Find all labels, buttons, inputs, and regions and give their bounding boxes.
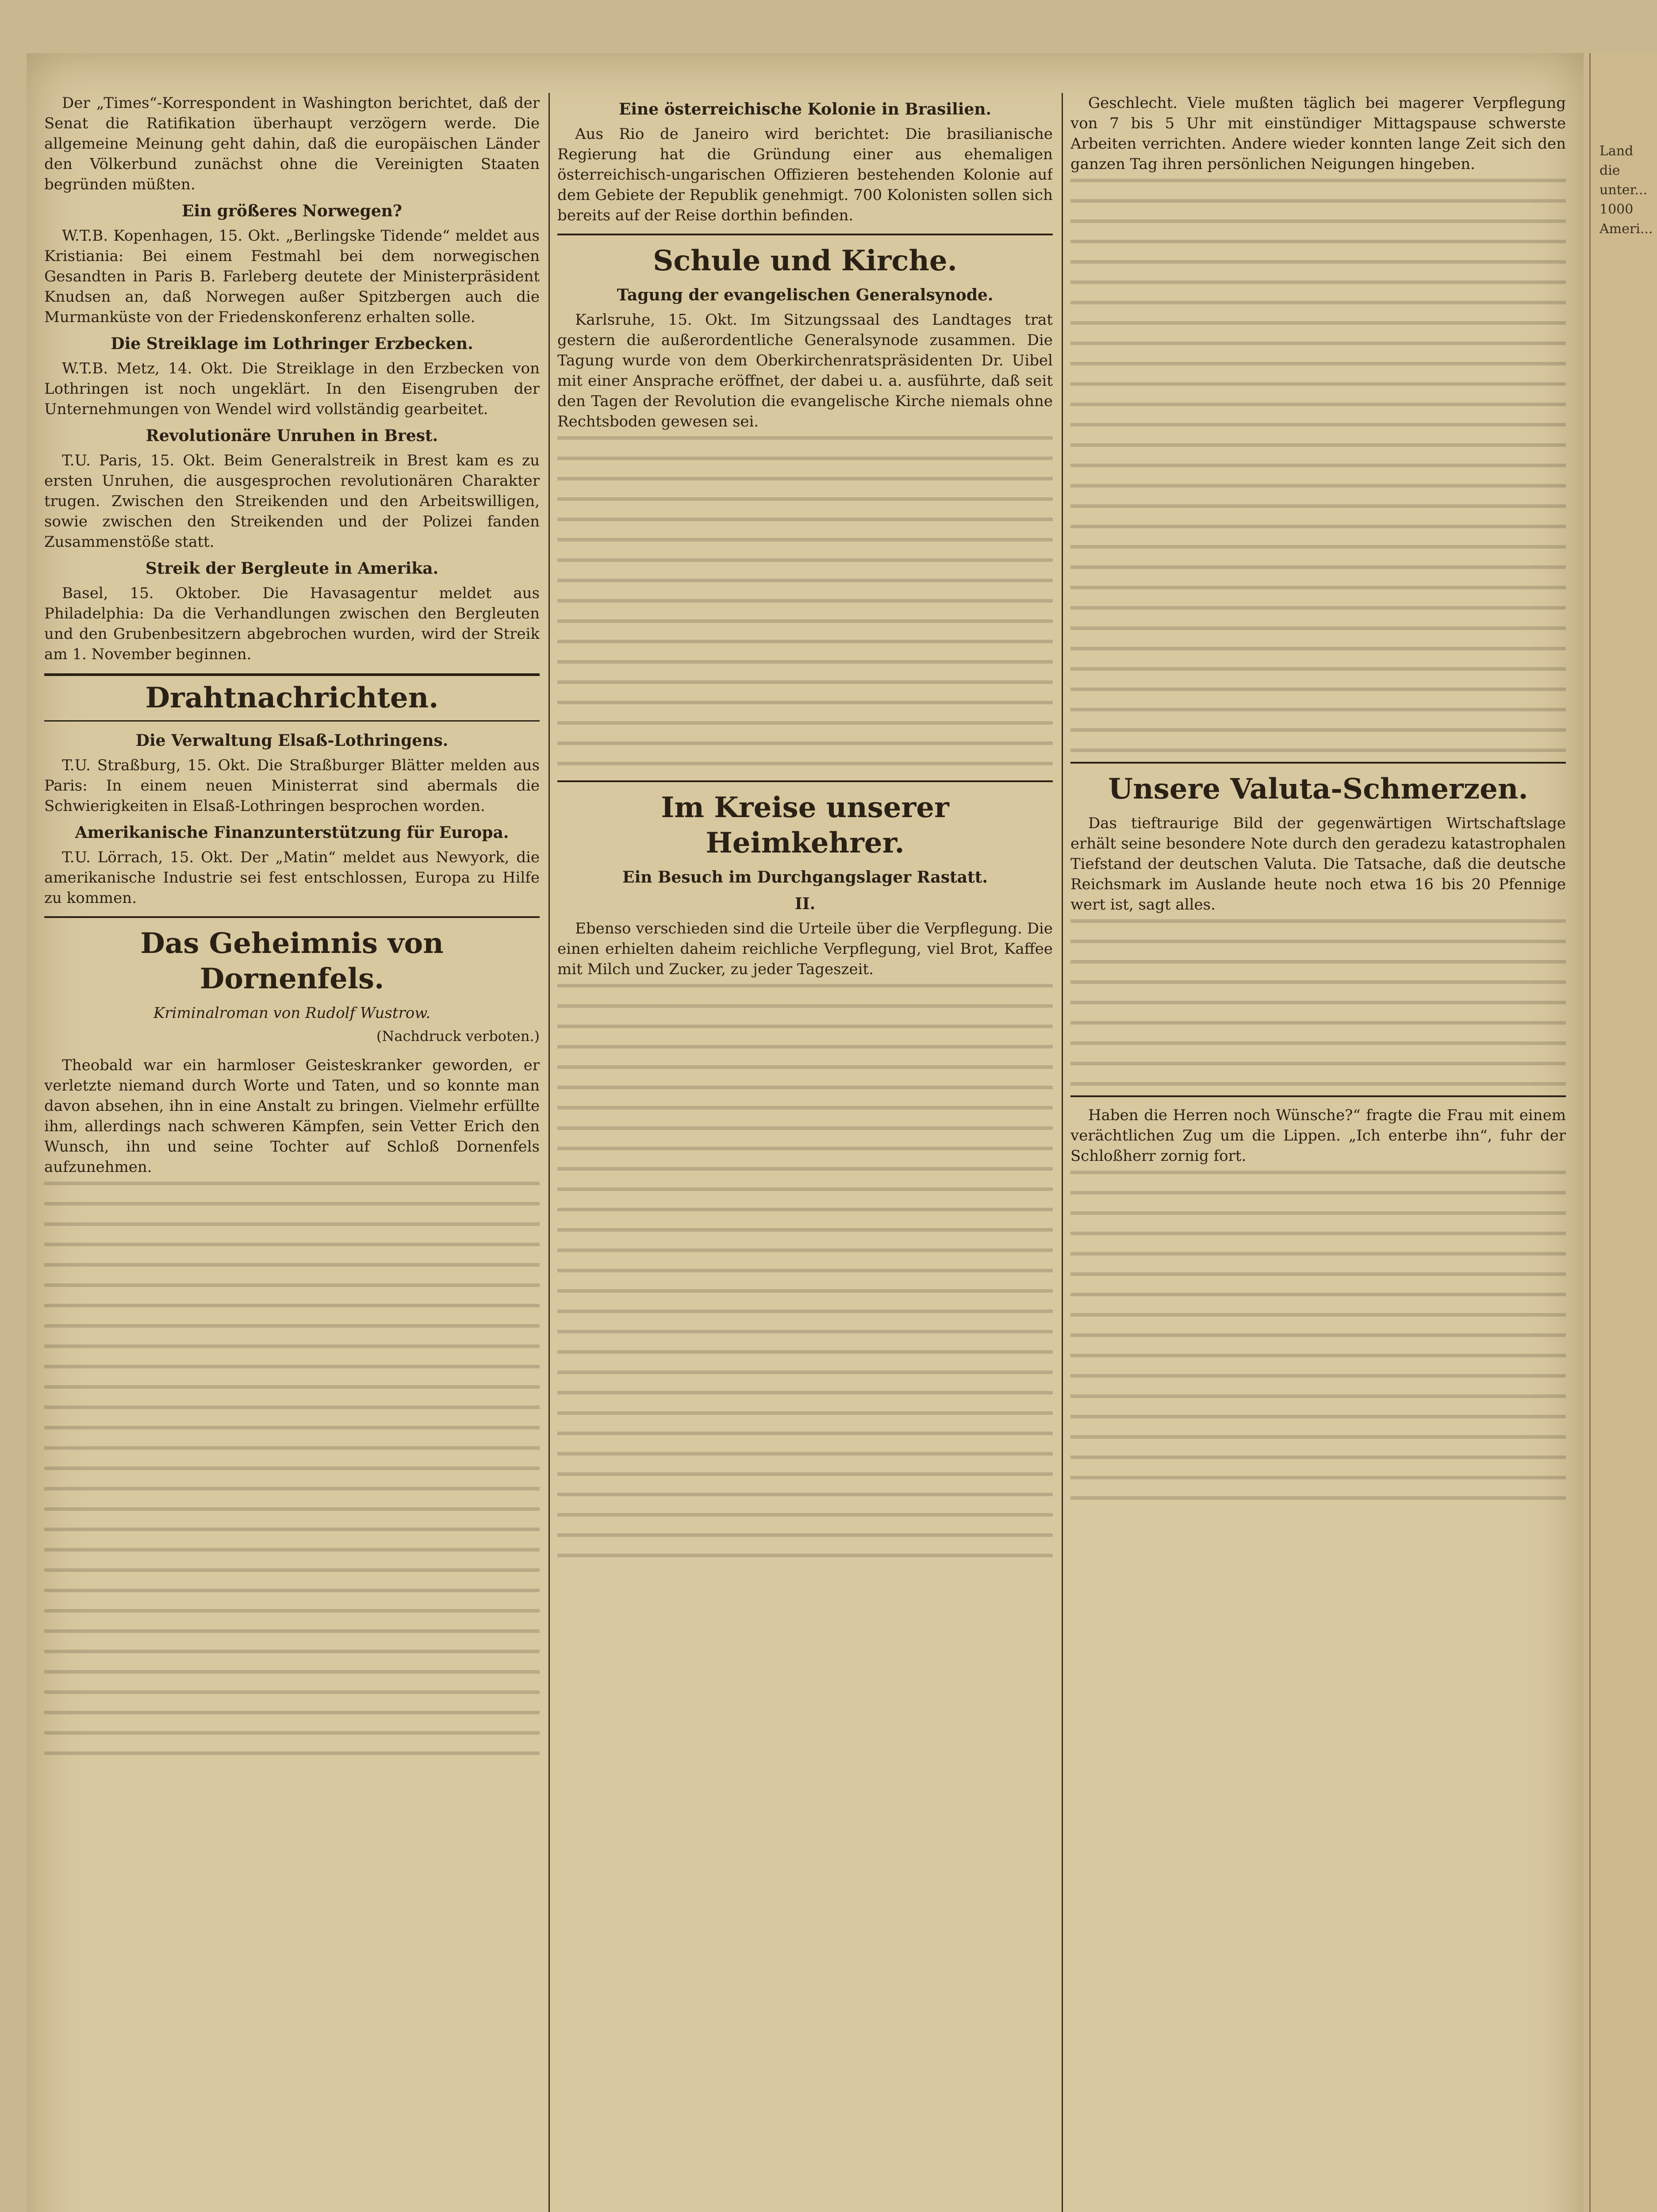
novel-title: Das Geheimnis von Dornenfels. bbox=[140, 927, 444, 995]
colony-article-text: Aus Rio de Janeiro wird berichtet: Die brasilianische Regierung hat die Gründung einer aus ehemaligen österreichisch-ungarischen Offizieren bestehenden Kolonie auf dem Gebiete der Republik genehmigt. 700 Kolonisten sollen sich bereits auf der Reise dorthin befinden. bbox=[557, 125, 1053, 224]
currency-heading: Unsere Valuta-Schmerzen. bbox=[1108, 772, 1528, 806]
adjacent-page-fragment: Land die unter... 1000 Ameri... bbox=[1599, 143, 1653, 237]
finance-article-text: T.U. Lörrach, 15. Okt. Der „Matin“ meldet aus Newyork, die amerikanische Industrie sei fest entschlossen, Europa zu Hilfe zu kommen. bbox=[44, 849, 540, 907]
finance-heading: Amerikanische Finanzunterstützung für Europa. bbox=[75, 823, 509, 842]
novel-text: Theobald war ein harmloser Geisteskranker geworden, er verletzte niemand durch Worte und Taten, und so konnte man davon absehen, ihn in eine Anstalt zu bringen. Vielmehr erfüllte ihm, allerdings nach schweren Kämpfen, sein Vetter Erich den Wunsch, ihn und seine Tochter auf Schloß Dornenfels aufzunehmen. bbox=[44, 1056, 540, 1176]
alsace-article-text: T.U. Straßburg, 15. Okt. Die Straßburger Blätter melden aus Paris: In einem neuen Ministerrat sind abermals die Schwierigkeiten in Elsaß-Lothringen besprochen worden. bbox=[44, 757, 540, 815]
text-block-placeholder bbox=[1070, 1171, 1566, 1507]
camp-article-text: Geschlecht. Viele mußten täglich bei magerer Verpflegung von 7 bis 5 Uhr mit einstündiger Mittagspause schwerste Arbeiten verrichten. Andere wieder konnten lange Zeit sich den ganzen Tag ihren persönlichen Neigungen hingeben. bbox=[1070, 94, 1566, 173]
text-block-placeholder bbox=[557, 436, 1053, 772]
novel-reprint-note: (Nachdruck verboten.) bbox=[376, 1028, 540, 1045]
intro-article-text: Der „Times“-Korrespondent in Washington berichtet, daß der Senat die Ratifikation überhaupt verzögern werde. Die allgemeine Meinung geht dahin, daß die europäischen Länder den Völkerbund zunächst ohne die Vereinigten Staaten begründen müßten. bbox=[44, 94, 540, 193]
column-2 bbox=[557, 93, 1053, 2212]
novel-byline: Kriminalroman von Rudolf Wustrow. bbox=[153, 1004, 431, 1022]
synod-article-text: Karlsruhe, 15. Okt. Im Sitzungssaal des Landtages trat gestern die außerordentliche Generalsynode zusammen. Die Tagung wurde von dem Oberkirchenratspräsidenten Dr. Uibel mit einer Ansprache eröffnet, der dabei u. a. ausführte, daß seit den Tagen der Revolution die evangelische Kirche niemals ohne Rechtsboden gewesen sei. bbox=[557, 311, 1053, 430]
alsace-heading: Die Verwaltung Elsaß-Lothringens. bbox=[135, 731, 449, 750]
text-block-placeholder bbox=[1070, 919, 1566, 1087]
brest-article-text: T.U. Paris, 15. Okt. Beim Generalstreik in Brest kam es zu ersten Unruhen, die ausgesprochen revolutionären Charakter trugen. Zwischen den Streikenden und den Arbeitswilligen, sowie zwischen den Streikenden und der Polizei fanden Zusammenstöße statt. bbox=[44, 452, 540, 551]
lorraine-heading: Die Streiklage im Lothringer Erzbecken. bbox=[111, 334, 473, 353]
homecoming-article-text: Ebenso verschieden sind die Urteile über die Verpflegung. Die einen erhielten daheim reichliche Verpflegung, viel Brot, Kaffee mit Milch und Zucker, zu jeder Tageszeit. bbox=[557, 920, 1053, 978]
norway-heading: Ein größeres Norwegen? bbox=[181, 202, 403, 220]
currency-article-text: Das tieftraurige Bild der gegenwärtigen Wirtschaftslage erhält seine besondere Note durch den geradezu katastrophalen Tiefstand der deutschen Valuta. Die Tatsache, daß die deutsche Reichsmark im Auslande heute noch etwa 16 bis 20 Pfennige wert ist, sagt alles. bbox=[1070, 814, 1566, 914]
colony-heading: Eine österreichische Kolonie in Brasilien. bbox=[618, 100, 992, 119]
miners-heading: Streik der Bergleute in Amerika. bbox=[145, 559, 439, 578]
column-rule bbox=[548, 93, 550, 2212]
section-divider bbox=[1070, 1095, 1566, 1097]
newspaper-page bbox=[27, 53, 1584, 2212]
section-divider bbox=[557, 234, 1053, 235]
homecoming-heading: Im Kreise unserer Heimkehrer. bbox=[661, 791, 949, 860]
brest-heading: Revolutionäre Unruhen in Brest. bbox=[146, 426, 438, 445]
text-block-placeholder bbox=[557, 984, 1053, 1559]
text-block-placeholder bbox=[1070, 179, 1566, 754]
section-divider bbox=[557, 780, 1053, 782]
novel-continuation-text: Haben die Herren noch Wünsche?“ fragte die Frau mit einem verächtlichen Zug um die Lippen. „Ich enterbe ihn“, fuhr der Schloßherr zornig fort. bbox=[1070, 1106, 1566, 1165]
synod-heading: Tagung der evangelischen Generalsynode. bbox=[617, 286, 993, 304]
column-3 bbox=[1070, 93, 1566, 2212]
school-church-heading: Schule und Kirche. bbox=[653, 244, 957, 277]
lorraine-article-text: W.T.B. Metz, 14. Okt. Die Streiklage in den Erzbecken von Lothringen ist noch ungeklärt. In den Eisengruben der Unternehmungen von Wendel wird vollständig gearbeitet. bbox=[44, 360, 540, 418]
wire-news-heading: Drahtnachrichten. bbox=[44, 673, 540, 722]
column-1 bbox=[44, 93, 540, 2212]
norway-article-text: W.T.B. Kopenhagen, 15. Okt. „Berlingske Tidende“ meldet aus Kristiania: Bei einem Festmahl bei dem norwegischen Gesandten in Paris B. Farleberg deutete der Ministerpräsident Knudsen an, daß Norwegen außer Spitzbergen auch die Murmanküste von der Friedenskonferenz erhalten solle. bbox=[44, 227, 540, 326]
adjacent-page-edge bbox=[1589, 53, 1657, 2212]
column-rule bbox=[1062, 93, 1063, 2212]
homecoming-subheading: Ein Besuch im Durchgangslager Rastatt. bbox=[622, 868, 988, 887]
section-divider bbox=[44, 916, 540, 918]
text-block-placeholder bbox=[44, 1182, 540, 1757]
homecoming-part: II. bbox=[794, 895, 816, 913]
section-divider bbox=[1070, 762, 1566, 764]
miners-article-text: Basel, 15. Oktober. Die Havasagentur meldet aus Philadelphia: Da die Verhandlungen zwischen den Bergleuten und den Grubenbesitzern abgebrochen wurden, wird der Streik am 1. November beginnen. bbox=[44, 584, 540, 663]
